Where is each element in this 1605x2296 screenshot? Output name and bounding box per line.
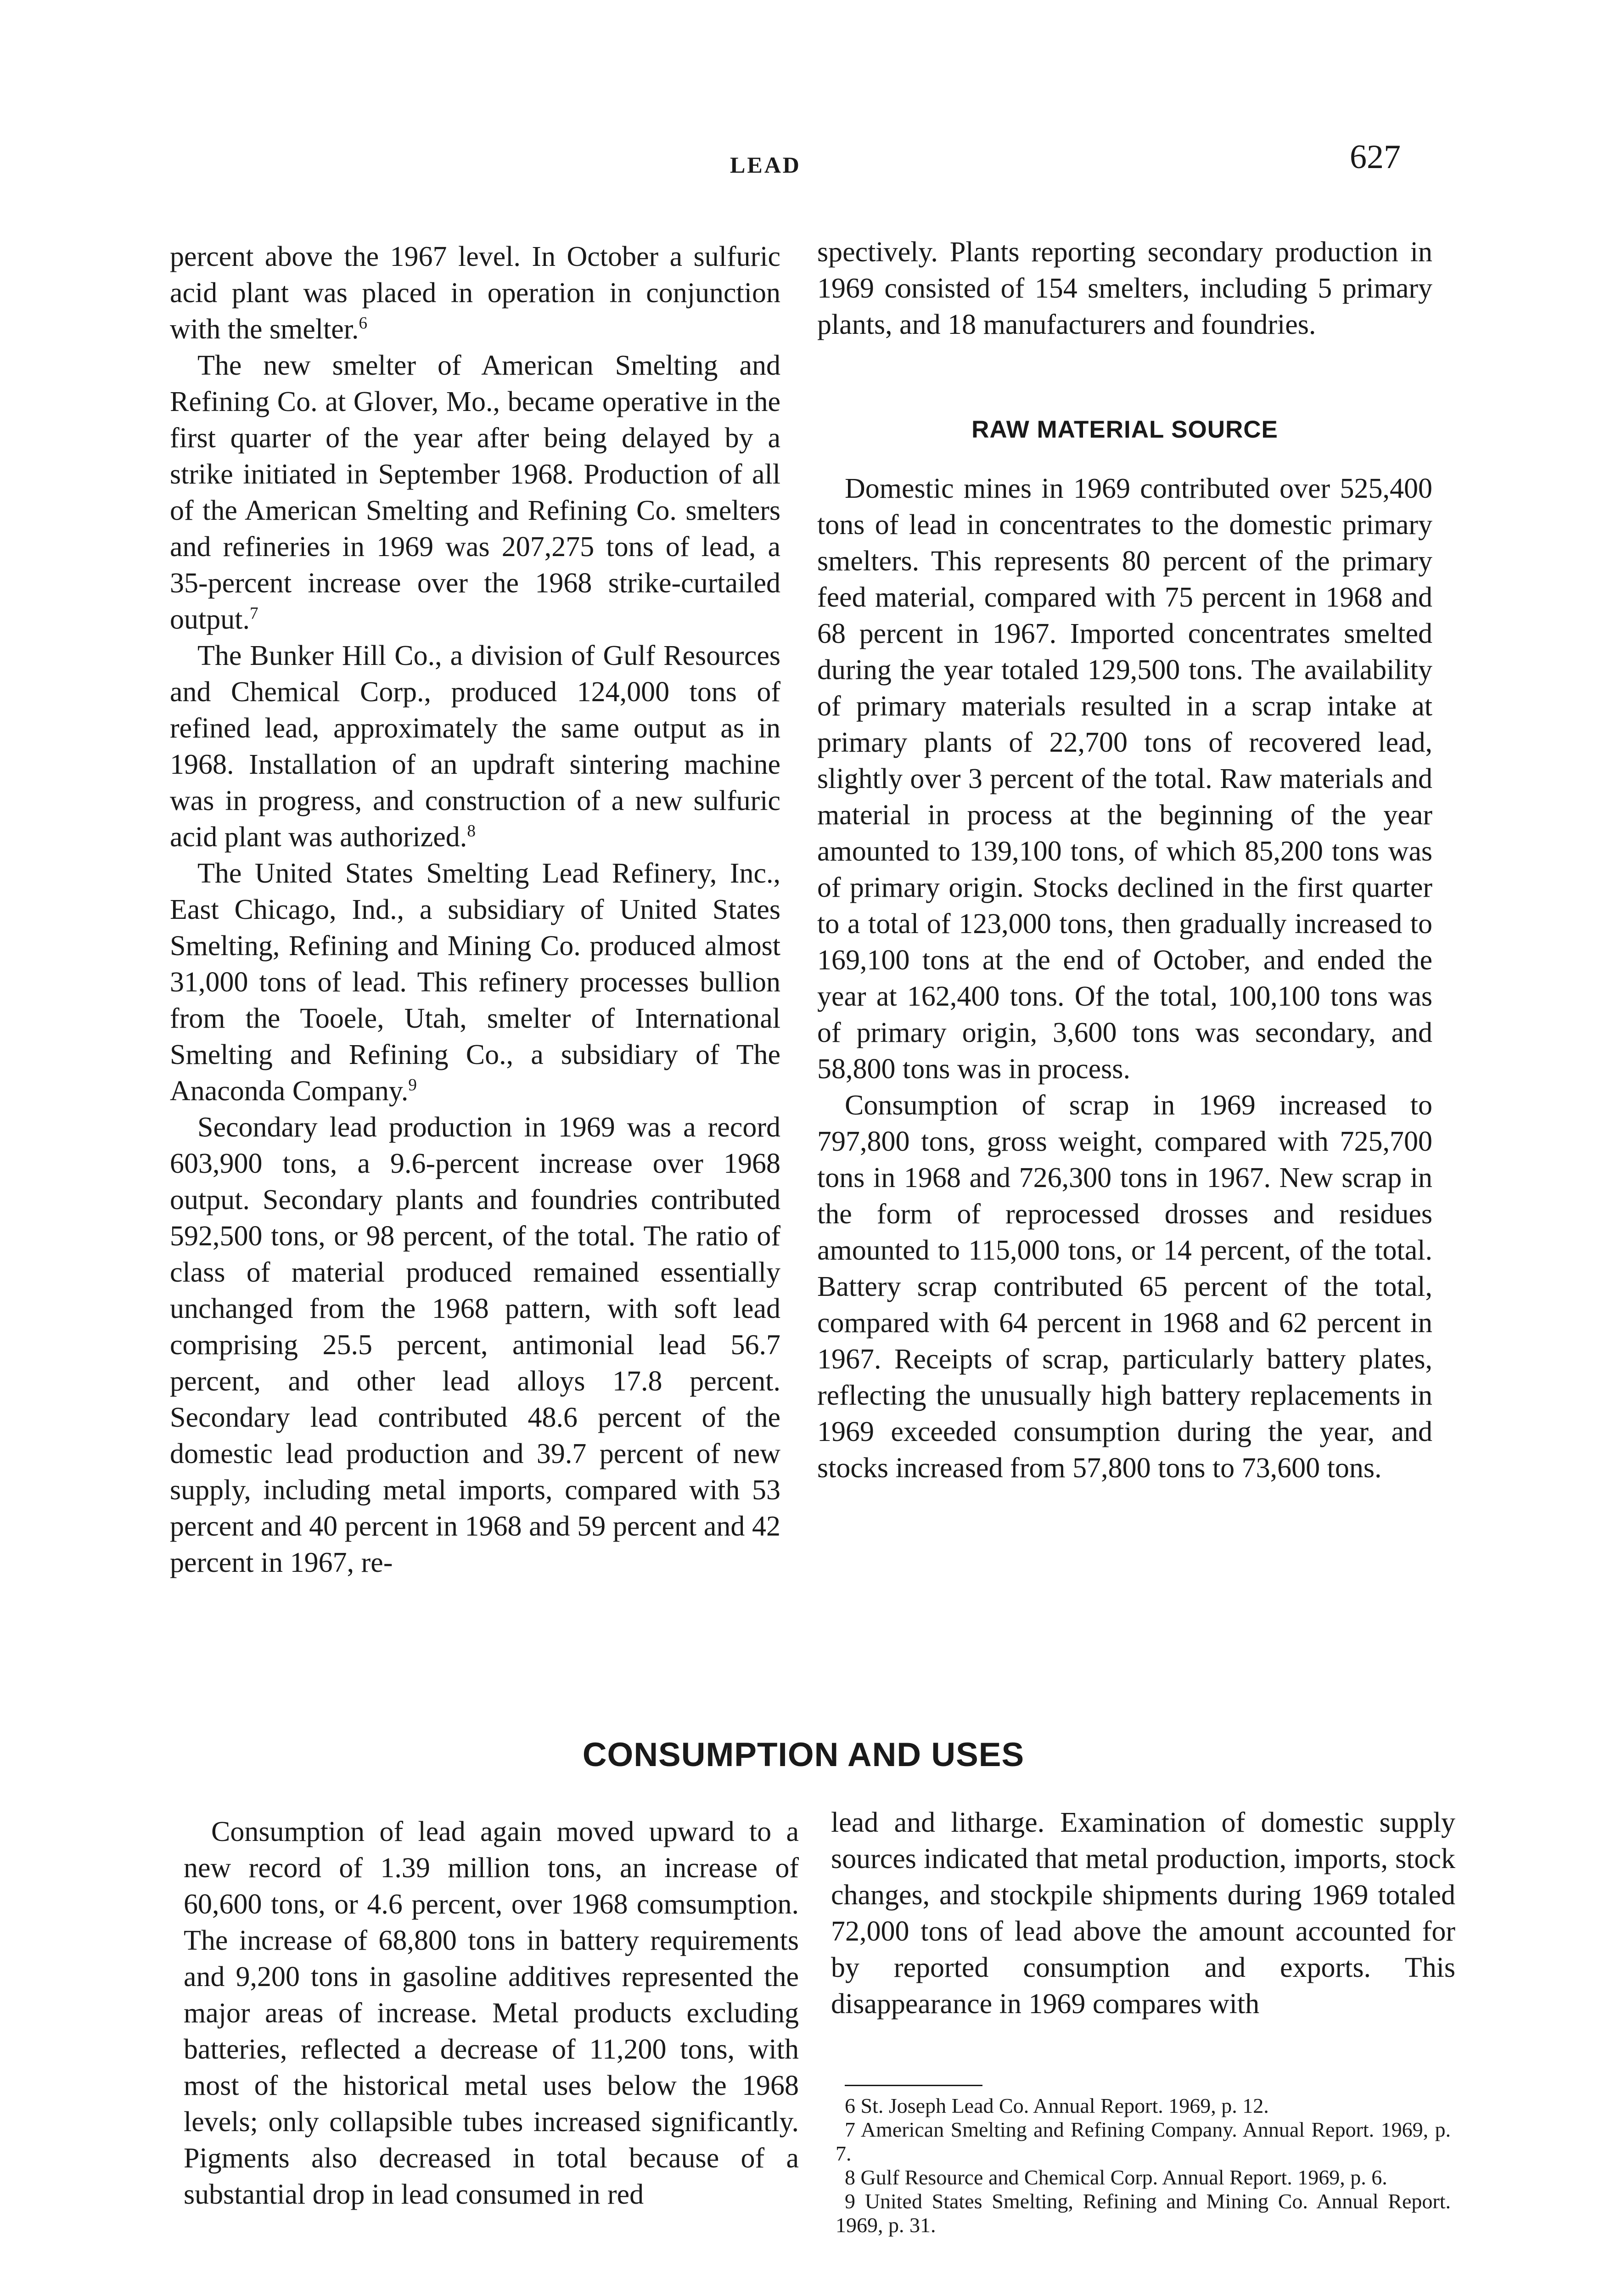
paragraph-consumption: Consumption of lead again moved upward to a new record of 1.39 million tons, an increase of 60,600 tons, or 4.6 percent, over 1968 comsumption. The increase of 68,800 tons in battery requirements and 9,200 tons in gasoline additives represented the major areas of increase. Metal products excluding batteries, reflected a decrease of 11,200 tons, with most of the historical metal uses below the 1968 levels; only collapsible tubes increased significantly. Pigments also decreased in total because of a substantial drop in lead consumed in red bbox=[184, 1816, 799, 2210]
paragraph-asarco: The new smelter of American Smelting and Refining Co. at Glover, Mo., became operative in the first quarter of the year after being delayed by a strike initiated in September 1968. Production of all of the American Smelting and Refining Co. smelters and refineries in 1969 was 207,275 tons of lead, a 35-percent increase over the 1968 strike-curtailed output.$^7$ bbox=[170, 350, 780, 635]
footnotes bbox=[836, 2094, 1451, 2237]
footnote-7: 7 American Smelting and Refining Company. Annual Report. 1969, p. 7. bbox=[836, 2118, 1451, 2165]
paragraph-continuation-right: spectively. Plants reporting secondary production in 1969 consisted of 154 smelters, including 5 primary plants, and 18 manufacturers and foundries. bbox=[817, 236, 1432, 340]
footnote-ref-8: 8 bbox=[467, 822, 476, 841]
footnote-divider bbox=[845, 2085, 982, 2086]
running-header-title: LEAD bbox=[730, 152, 801, 178]
raw-material-body bbox=[817, 471, 1432, 1486]
consumption-right-column bbox=[831, 1805, 1455, 2022]
consumption-left-column bbox=[184, 1814, 799, 2213]
paragraph-continuation: percent above the 1967 level. In October a sulfuric acid plant was placed in operation in conjunction with the smelter.$^6$ bbox=[170, 241, 780, 345]
section-heading-consumption: CONSUMPTION AND USES bbox=[582, 1736, 1025, 1773]
section-heading-raw-material: RAW MATERIAL SOURCE bbox=[971, 416, 1278, 443]
footnote-ref-6: 6 bbox=[359, 314, 368, 333]
right-column-top bbox=[817, 234, 1432, 343]
footnote-8: 8 Gulf Resource and Chemical Corp. Annual Report. 1969, p. 6. bbox=[845, 2166, 1387, 2189]
left-column bbox=[170, 239, 780, 1581]
paragraph-consumption-continued: lead and litharge. Examination of domestic supply sources indicated that metal production, imports, stock changes, and stockpile shipments during 1969 totaled 72,000 tons of lead above the amount accounted for by reported consumption and exports. This disappearance in 1969 compares with bbox=[831, 1807, 1455, 2020]
paragraph-scrap-consumption: Consumption of scrap in 1969 increased to 797,800 tons, gross weight, compared with 725,700 tons in 1968 and 726,300 tons in 1967. New scrap in the form of reprocessed drosses and residues amounted to 115,000 tons, or 14 percent, of the total. Battery scrap contributed 65 percent of the total, compared with 64 percent in 1968 and 62 percent in 1967. Receipts of scrap, particularly battery plates, reflecting the unusually high battery replacements in 1969 exceeded consumption during the year, and stocks increased from 57,800 tons to 73,600 tons. bbox=[817, 1090, 1432, 1484]
footnote-ref-9: 9 bbox=[408, 1075, 417, 1095]
paragraph-secondary-lead: Secondary lead production in 1969 was a record 603,900 tons, a 9.6-percent increase over 1968 output. Secondary plants and foundries contributed 592,500 tons, or 98 percent, of the total. The ratio of class of material produced remained essentially unchanged from the 1968 pattern, with soft lead comprising 25.5 percent, antimonial lead 56.7 percent, and other lead alloys 17.8 percent. Secondary lead contributed 48.6 percent of the domestic lead production and 39.7 percent of new supply, including metal imports, compared with 53 percent and 40 percent in 1968 and 59 percent and 42 percent in 1967, re- bbox=[170, 1112, 780, 1578]
footnote-6: 6 St. Joseph Lead Co. Annual Report. 1969, p. 12. bbox=[845, 2094, 1269, 2117]
paragraph-us-smelting: The United States Smelting Lead Refinery, Inc., East Chicago, Ind., a subsidiary of United States Smelting, Refining and Mining Co. produced almost 31,000 tons of lead. This refinery processes bullion from the Tooele, Utah, smelter of International Smelting and Refining Co., a subsidiary of The Anaconda Company.$^9$ bbox=[170, 858, 780, 1107]
paragraph-bunker-hill: The Bunker Hill Co., a division of Gulf Resources and Chemical Corp., produced 124,000 tons of refined lead, approximately the same output as in 1968. Installation of an updraft sintering machine was in progress, and construction of a new sulfuric acid plant was authorized.$^8$ bbox=[170, 640, 780, 853]
page-number: 627 bbox=[1350, 138, 1401, 176]
footnote-ref-7: 7 bbox=[249, 604, 258, 623]
paragraph-domestic-mines: Domestic mines in 1969 contributed over 525,400 tons of lead in concentrates to the domestic primary smelters. This represents 80 percent of the primary feed material, compared with 75 percent in 1968 and 68 percent in 1967. Imported concentrates smelted during the year totaled 129,500 tons. The availability of primary materials resulted in a scrap intake at primary plants of 22,700 tons of recovered lead, slightly over 3 percent of the total. Raw materials and material in process at the beginning of the year amounted to 139,100 tons, of which 85,200 tons was of primary origin. Stocks declined in the first quarter to a total of 123,000 tons, then gradually increased to 169,100 tons at the end of October, and ended the year at 162,400 tons. Of the total, 100,100 tons was of primary origin, 3,600 tons was secondary, and 58,800 tons was in process. bbox=[817, 473, 1432, 1085]
footnote-9: 9 United States Smelting, Refining and Mining Co. Annual Report. 1969, p. 31. bbox=[836, 2189, 1451, 2237]
